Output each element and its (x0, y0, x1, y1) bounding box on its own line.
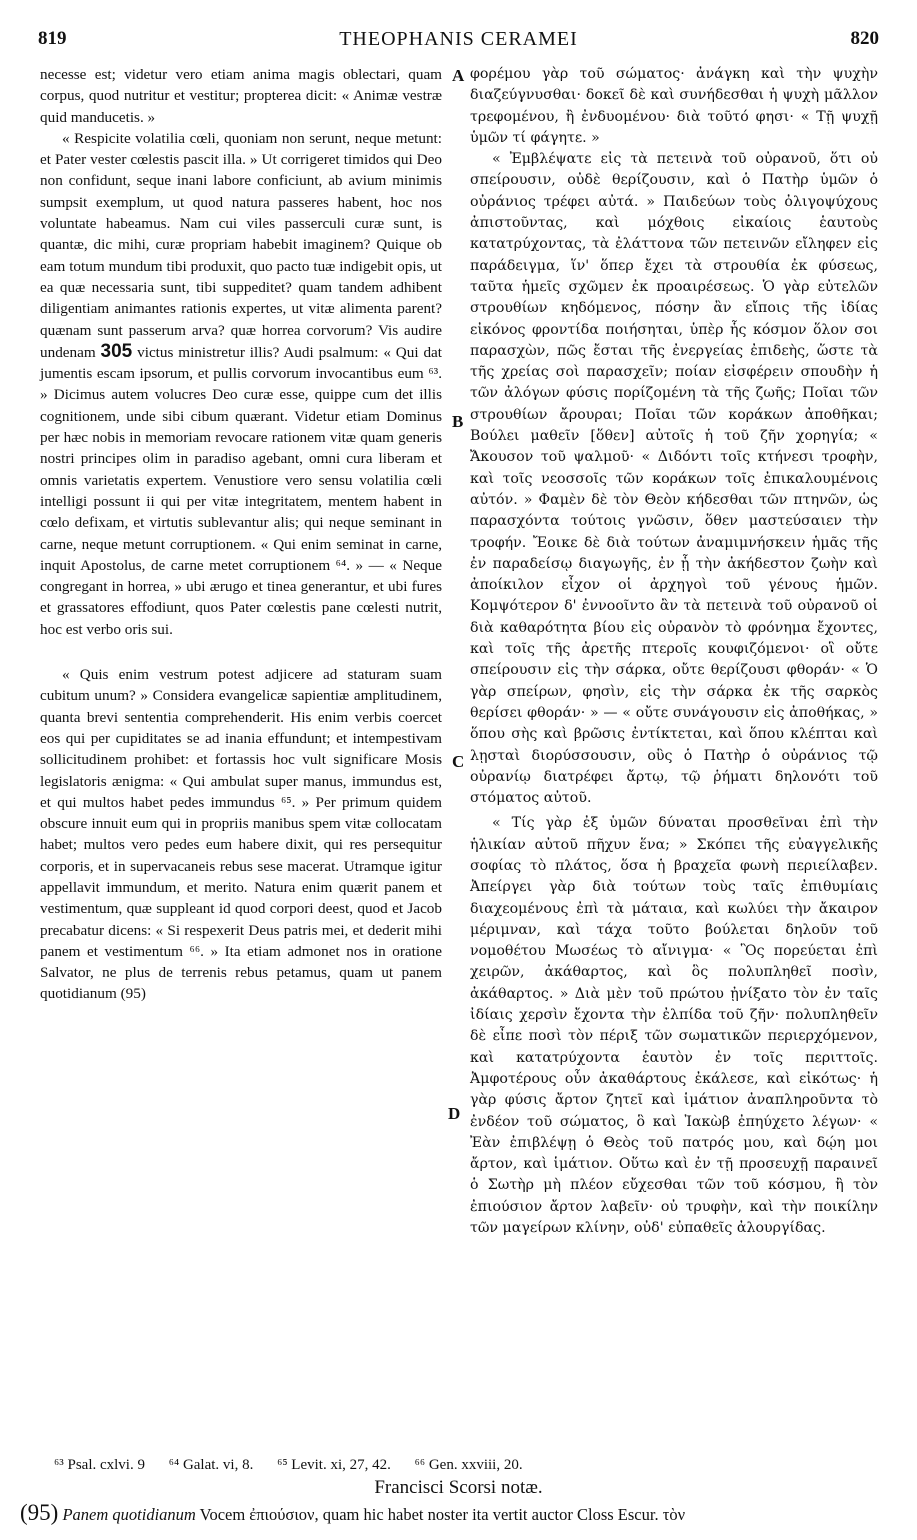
footnote-63: ⁶³ Psal. cxlvi. 9 (54, 1457, 145, 1473)
latin-paragraph-2-part-b: victus ministretur illis? Audi psalmum: « Qui dat jumentis escam ipsorum, et pullis corvorum invocantibus eum ⁶³. » Dicimus autem volucres Deo curæ esse, quippe cum det illis cognitionem, unde sibi cibum quærant. Videtur etiam Dominus per hæc nobis in memoriam revocare rationem vitæ quam generis nostri principes olim in paradiso agebant, omni cura liberam et omnis varietatis expertem. Venustiore vero sensu volatilia cœli intelligi possunt ii qui per vitæ integritatem, mentem habent in cœlo defixam, et virtutis sublevantur alis; qui neque seminant in carne, neque metunt corruptionem. « Qui enim seminat in carne, inquit Apostolus, de carne metet corruptionem ⁶⁴. » — « Neque congregant in horrea, » ubi ærugo et tinea generantur, et ubi fures et grassatores effodiunt, quos Pater cœlestis pane cœlesti nutrit, hoc est verbo oris sui. (40, 343, 443, 638)
notes-title: Francisci Scorsi notæ. (374, 1477, 543, 1498)
page-number-left: 819 (38, 28, 67, 49)
latin-paragraph-2 (40, 128, 442, 640)
latin-column (40, 64, 442, 1005)
greek-paragraph-3: « Τίς γὰρ ἐξ ὑμῶν δύναται προσθεῖναι ἐπὶ τὴν ἡλικίαν αὐτοῦ πῆχυν ἕνα; » Σκόπει τῆς εὐαγγελικῆς σοφίας τὸ πλάτος, ὅσα ἡ βραχεῖα φωνὴ περιείλαβεν. Ἀπείργει γὰρ διὰ τούτων τοὺς ταῖς ἐπιθυμίαις διαχεομένους ἐπὶ τὰ μάταια, καὶ κωλύει τὴν ἄκαιρον μέριμναν, καὶ τάχα τοῦτο βούλεται δηλοῦν τοῦ νομοθέτου Μωσέως τὸ αἴνιγμα· « Ὃς πορεύεται ἐπὶ χειρῶν, ἀκάθαρτος, καὶ ὃς πολυπληθεῖ ποσὶν, ἀκάθαρτος. » Διὰ μὲν τοῦ πρώτου ᾐνίξατο τὸν ἐν ταῖς ἰδίαις χερσὶν ἔχοντα τὴν ἐλπίδα τοῦ ζῆν· πολυπληθεῖν δὲ εἶπε ποσὶ τὸν πέριξ τῶν σωματικῶν περιερχόμενον, καὶ κατατρύχοντα ἑαυτὸν ἐν τοῖς περιττοῖς. Ἀμφοτέρους οὖν ἀκαθάρτους ἐκάλεσε, καὶ εἰκότως· ἡ γὰρ φύσις ἄρτον ζητεῖ καὶ ἱμάτιον ἀναπληροῦντα τὸ ἐνδέον τοῦ σώματος, ὃ καὶ Ἰακὼβ ἐπηύχετο λέγων· « Ἐὰν ἐπιβλέψῃ ὁ Θεὸς τοῦ πατρός μου, καὶ δῴη μοι ἄρτον, καὶ ἱμάτιον. Οὕτω καὶ ἐν τῇ προσευχῇ παραινεῖ ὁ Σωτὴρ μὴ πλέον εὔχεσθαι τῶν τοῦ κόσμου, ἢ τὸν ἐπιούσιον ἄρτον λαβεῖν· οὐ τρυφὴν, καὶ τὴν ποικίλην τῶν μαγείρων κλίνην, οὐδ' εὐπαθεῖς ἀλουργίδας. (470, 815, 878, 1237)
footnote-65: ⁶⁵ Levit. xi, 27, 42. (277, 1457, 391, 1473)
greek-column (470, 64, 878, 1239)
margin-letter-a: A (452, 66, 465, 85)
note-lemma: Panem quotidianum (62, 1505, 196, 1524)
note-95 (20, 1500, 685, 1526)
footnote-66: ⁶⁶ Gen. xxviii, 20. (414, 1457, 523, 1473)
latin-paragraph-1: necesse est; videtur vero etiam anima magis oblectari, quam corpus, quod nutritur et vestitur; propterea dicit: « Animæ vestræ quid manducetis. » (40, 66, 442, 126)
note-text: Vocem ἐπιούσιον, quam hic habet noster ita vertit auctor Closs Escur. τὸν (195, 1505, 686, 1524)
column-number: 305 (100, 340, 133, 362)
running-header (38, 28, 879, 58)
running-title: THEOPHANIS CERAMEI (339, 28, 578, 50)
margin-letter-c: C (452, 752, 465, 771)
latin-paragraph-3: « Quis enim vestrum potest adjicere ad staturam suam cubitum unum? » Considera evangelicæ sapientiæ amplitudinem, quanta brevi sententia comprehenderit. His enim verbis coercet eos qui per cupiditates se ad inania effundunt; et intempestivam sollicitudinem prohibet: et fortassis hoc vult significare Mosis legislatoris ænigma: « Qui ambulat super manus, immundus est, et qui multos habet pedes immundus ⁶⁵. » Per primum quidem obscure innuit eum qui in propriis manibus spem vitæ collocatam habet; multos vero pedes eum habere dixit, qui res persequitur corporis, et in supervacaneis rebus sese macerat. Utramque igitur appellavit immundum, et merito. Natura enim quærit panem et vestimentum, quæ suppleant id quod corpori deest, quod et Jacob precabatur dicens: « Si respexerit Deus patris mei, et dederit mihi panem et vestimentum ⁶⁶. » Ita etiam admonet nos in oratione Salvator, ne plus de terrenis rebus petamus, quam ut panem quotidianum (95) (40, 666, 442, 1003)
footnotes (54, 1457, 543, 1474)
page-number-right: 820 (850, 28, 879, 49)
latin-paragraph-2-part-a: « Respicite volatilia cœli, quoniam non serunt, neque metunt: et Pater vester cœlestis pascit illa. » Ut corrigeret timidos qui Deo non confidunt, seque inani labore conficiunt, ab avium minimis sumpsit exemplum, ut quod natura passeres habent, hoc nos voluntate habeamus. Nam cui viles passerculi curæ sunt, is quantæ, dic mihi, curæ propriam habebit imaginem? Quique ob eam totum mundum tibi produxit, quo pacto tuæ indigebit opis, ut ea quæ necessaria sunt, tibi suppeditet? quam tandem adhibent diligentiam animantes rationis expertes, ut vitæ alimenta parent? quænam sunt passerum arva? quæ horrea corvorum? Vis audire undenam (40, 129, 442, 361)
greek-paragraph-1: φορέμου γὰρ τοῦ σώματος· ἀνάγκη καὶ τὴν ψυχὴν διαζεύγνυσθαι· δοκεῖ δὲ καὶ συνήδεσθαι ἡ ψυχὴ μᾶλλον τρεφομένου, ἢ ἐνδυομένου· διὰ τοῦτό φησι· « Τῇ ψυχῇ ὑμῶν τί φάγητε. » (470, 66, 878, 146)
greek-paragraph-2: « Ἐμβλέψατε εἰς τὰ πετεινὰ τοῦ οὐρανοῦ, ὅτι οὐ σπείρουσιν, οὐδὲ θερίζουσιν, καὶ ὁ Πατὴρ ὑμῶν ὁ οὐράνιος τρέφει αὐτά. » Παιδεύων τοὺς ὀλιγοψύχους ἀπιστοῦντας, καὶ μόχθοις εἰκαίοις ἑαυτοὺς κατατρύχοντας, τὰ ἐλάττονα τῶν πετεινῶν εἴληφεν εἰς παράδειγμα, ἵν' ὅπερ ἔχει τὰ στρουθία ἐκ φύσεως, ταῦτα ἡμεῖς σχῶμεν ἐκ προαιρέσεως. Ὁ γὰρ εὐτελῶν στρουθίων κηδόμενος, πόσην ἂν εἴποις τῆς ἰδίας εἰκόνος φροντίδα ποιήσηται, ὑπὲρ ἧς κόσμον ὅλον σοι παρασχὼν, πῶς ἔσται τῆς ἐνεργείας ἐπιδεὴς, ὥστε τὰ τῆς χρείας σοὶ παρασχεῖν; ποίαν εἰσφέρειν σπουδὴν ἡ τῶν ἀλόγων φύσις πορίζομένη τὰ τῆς ζωῆς; Ποῖαι τῶν στρουθίων ἄρουραι; Ποῖαι τῶν κοράκων ἀποθῆκαι; Βούλει μαθεῖν [ὅθεν] αὐτοῖς ἡ τοῦ ζῆν χορηγία; « Ἄκουσον τοῦ ψαλμοῦ· « Διδόντι τοῖς κτήνεσι τροφὴν, καὶ τοῖς νεοσσοῖς τῶν κοράκων τοῖς ἐπικαλουμένοις αὐτόν. » Φαμὲν δὲ τὸν Θεὸν κήδεσθαι τῶν πτηνῶν, ὡς παρασχόντα τούτοις γνῶσιν, ὅθεν μαστεύσαιεν τὴν τροφήν. Ἔοικε δὲ διὰ τούτων ἀναμιμνήσκειν ἡμᾶς τῆς ἐν παραδείσῳ διαγωγῆς, ἐν ᾗ τὴν ἀκήδεστον ζωὴν καὶ ἀποίκιλον εἶχον οἱ ἀρχηγοὶ τοῦ γένους ἡμῶν. Κομψότερον δ' ἐννοοῖντο ἂν τὰ πετεινὰ τοῦ οὐρανοῦ οἱ διὰ καθαρότητα βίου εἰς οὐρανὸν τὸ φρόνημα ἔχοντες, καὶ τοῖς τῆς ἀρετῆς πτεροῖς κουφιζόμενοι· οἳ οὔτε σπείρουσιν εἰς τὴν σάρκα, οὔτε θερίζουσι φθοράν· « Ὁ γὰρ σπείρων, φησὶν, εἰς τὴν σάρκα ἐκ τῆς σαρκὸς θερίσει φθοράν· » — « οὔτε συνάγουσιν εἰς ἀποθήκας, » ὅπου σὴς καὶ βρῶσις ἐντίκτεται, καὶ ὅπου κλέπται καὶ λῃσταὶ διορύσσουσιν, οὓς ὁ Πατὴρ ὁ οὐράνιος τῷ οὐρανίῳ διατρέφει ἄρτῳ, τῷ ῥήματι δηλονότι τοῦ στόματος αὐτοῦ. (470, 151, 878, 807)
note-number: (95) (20, 1500, 59, 1525)
footnote-64: ⁶⁴ Galat. vi, 8. (168, 1457, 254, 1473)
margin-letter-d: D (448, 1104, 461, 1123)
margin-letter-b: B (452, 412, 464, 431)
